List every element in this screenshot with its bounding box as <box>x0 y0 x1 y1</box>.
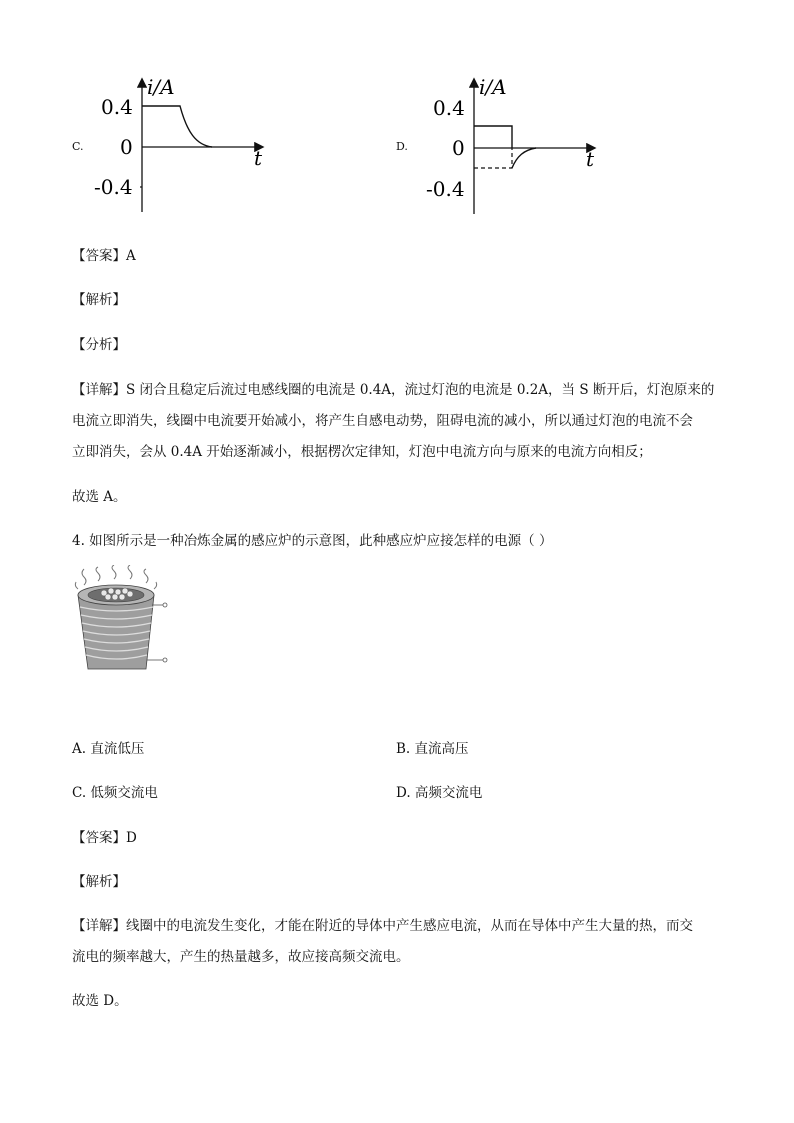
q4-detail-line: 【详解】线圈中的电流发生变化，才能在附近的导体中产生感应电流，从而在导体中产生大量的热，而交 <box>72 918 693 934</box>
q4-conclusion: 故选 D。 <box>72 993 128 1009</box>
q4-option-d: D. 高频交流电 <box>396 785 483 801</box>
option-d-letter: D. <box>396 140 408 153</box>
q4-jiexi: 【解析】 <box>72 874 126 890</box>
graph-c <box>92 74 272 216</box>
tick-label-neg: -0.4 <box>426 177 465 201</box>
q4-stem: 4. 如图所示是一种冶炼金属的感应炉的示意图，此种感应炉应接怎样的电源（ ） <box>72 533 553 549</box>
terminal-icon <box>163 658 167 662</box>
q4-option-a: A. 直流低压 <box>72 741 145 757</box>
q4-detail <box>72 911 693 973</box>
q3-jiexi: 【解析】 <box>72 292 126 308</box>
q4-option-c: C. 低频交流电 <box>72 785 158 801</box>
tick-label-neg: -0.4 <box>94 175 133 199</box>
tick-label-zero: 0 <box>452 136 465 160</box>
x-axis-label: t <box>586 147 595 171</box>
x-axis-label: t <box>254 146 263 170</box>
current-decay <box>512 148 536 168</box>
graph-d <box>424 74 604 216</box>
tick-label-pos: 0.4 <box>433 96 465 120</box>
q3-fenxi: 【分析】 <box>72 337 126 353</box>
current-before <box>474 126 512 148</box>
q3-detail-line: 电流立即消失，线圈中电流要开始减小，将产生自感电动势，阻碍电流的减小，所以通过灯泡的电流不会 <box>72 413 693 429</box>
option-c-letter: C. <box>72 140 84 153</box>
q4-detail-line: 流电的频率越大，产生的热量越多，故应接高频交流电。 <box>72 949 410 965</box>
y-axis-label: i/A <box>147 75 175 99</box>
q3-detail-line: 【详解】S 闭合且稳定后流过电感线圈的电流是 0.4A，流过灯泡的电流是 0.2A，当 S 断开后，灯泡原来的 <box>72 382 715 398</box>
q3-conclusion: 故选 A。 <box>72 489 127 505</box>
q4-option-b: B. 直流高压 <box>396 741 469 757</box>
q3-detail <box>72 375 714 468</box>
tick-label-zero: 0 <box>120 135 133 159</box>
q4-answer: 【答案】D <box>72 830 137 846</box>
current-curve <box>142 106 212 147</box>
terminal-icon <box>163 603 167 607</box>
tick-label-pos: 0.4 <box>101 95 133 119</box>
q3-detail-line: 立即消失，会从 0.4A 开始逐渐减小，根据楞次定律知，灯泡中电流方向与原来的电流方向相反； <box>72 444 652 460</box>
induction-furnace-figure <box>70 565 180 677</box>
q3-answer: 【答案】A <box>72 248 136 264</box>
dashed-reference <box>474 148 512 168</box>
y-axis-label: i/A <box>479 75 507 99</box>
